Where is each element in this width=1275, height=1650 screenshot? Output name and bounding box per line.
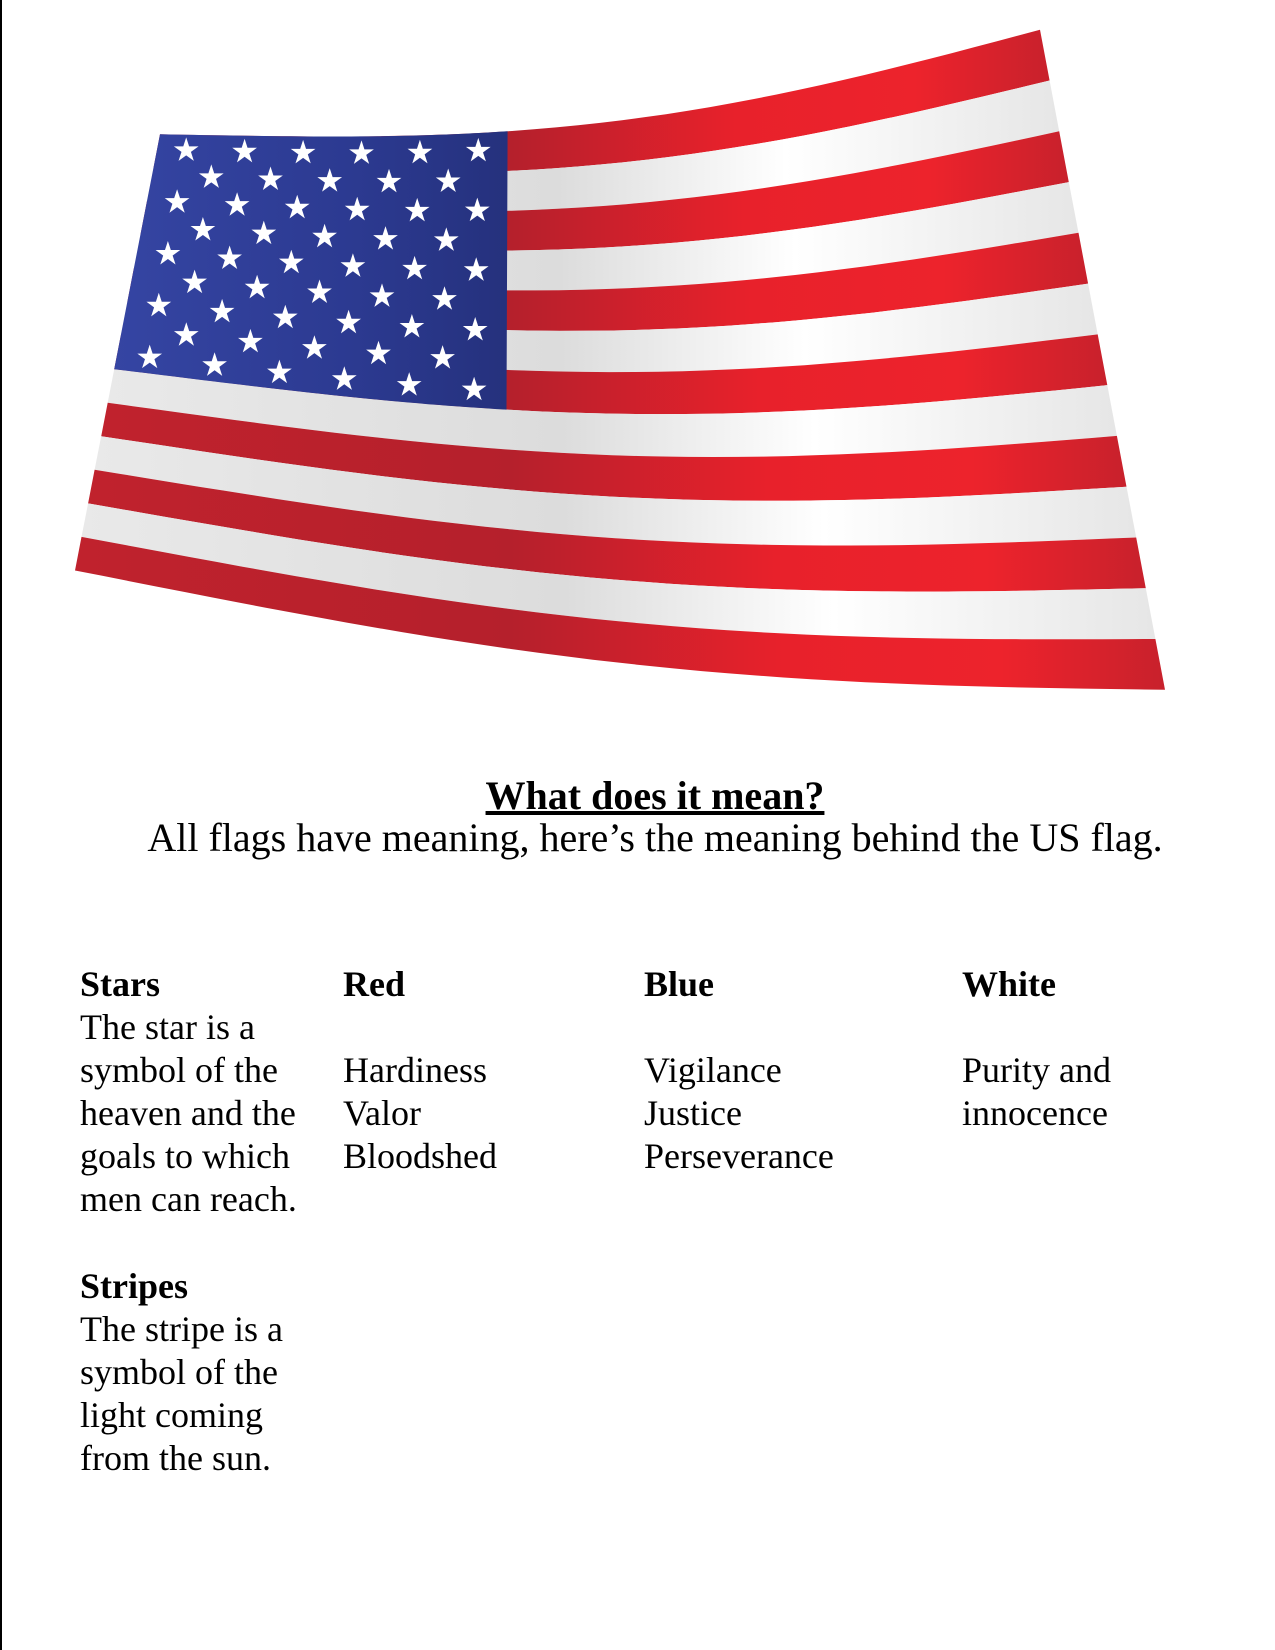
- stars-text-line: heaven and the: [80, 1093, 296, 1133]
- stripes-title: Stripes: [80, 1266, 188, 1306]
- stripes-section: [80, 1265, 340, 1480]
- stripes-text-line: symbol of the: [80, 1352, 278, 1392]
- stars-text-line: symbol of the: [80, 1050, 278, 1090]
- page-subtitle: All flags have meaning, here’s the meaning behind the US flag.: [147, 815, 1163, 860]
- blue-meaning: Perseverance: [644, 1136, 834, 1176]
- blue-meaning: Justice: [644, 1093, 742, 1133]
- stripes-text-line: light coming: [80, 1395, 263, 1435]
- stars-text-line: goals to which: [80, 1136, 290, 1176]
- blue-meaning: Vigilance: [644, 1050, 782, 1090]
- stripes-text-line: The stripe is a: [80, 1309, 283, 1349]
- white-title: White: [962, 964, 1056, 1004]
- red-meaning: Valor: [343, 1093, 421, 1133]
- white-meaning: Purity and: [962, 1050, 1111, 1090]
- us-flag-icon: [0, 0, 1275, 760]
- red-title: Red: [343, 964, 405, 1004]
- red-meaning: Bloodshed: [343, 1136, 498, 1176]
- white-column: [962, 963, 1252, 1135]
- stars-column: [80, 963, 340, 1221]
- stripes-text-line: from the sun.: [80, 1438, 271, 1478]
- white-meaning: innocence: [962, 1093, 1108, 1133]
- stars-text-line: men can reach.: [80, 1179, 297, 1219]
- red-meaning: Hardiness: [343, 1050, 487, 1090]
- page-title: What does it mean?: [485, 773, 825, 818]
- red-column: [343, 963, 603, 1178]
- stars-text-line: The star is a: [80, 1007, 255, 1047]
- blue-title: Blue: [644, 964, 715, 1004]
- blue-column: [644, 963, 934, 1178]
- stars-title: Stars: [80, 964, 160, 1004]
